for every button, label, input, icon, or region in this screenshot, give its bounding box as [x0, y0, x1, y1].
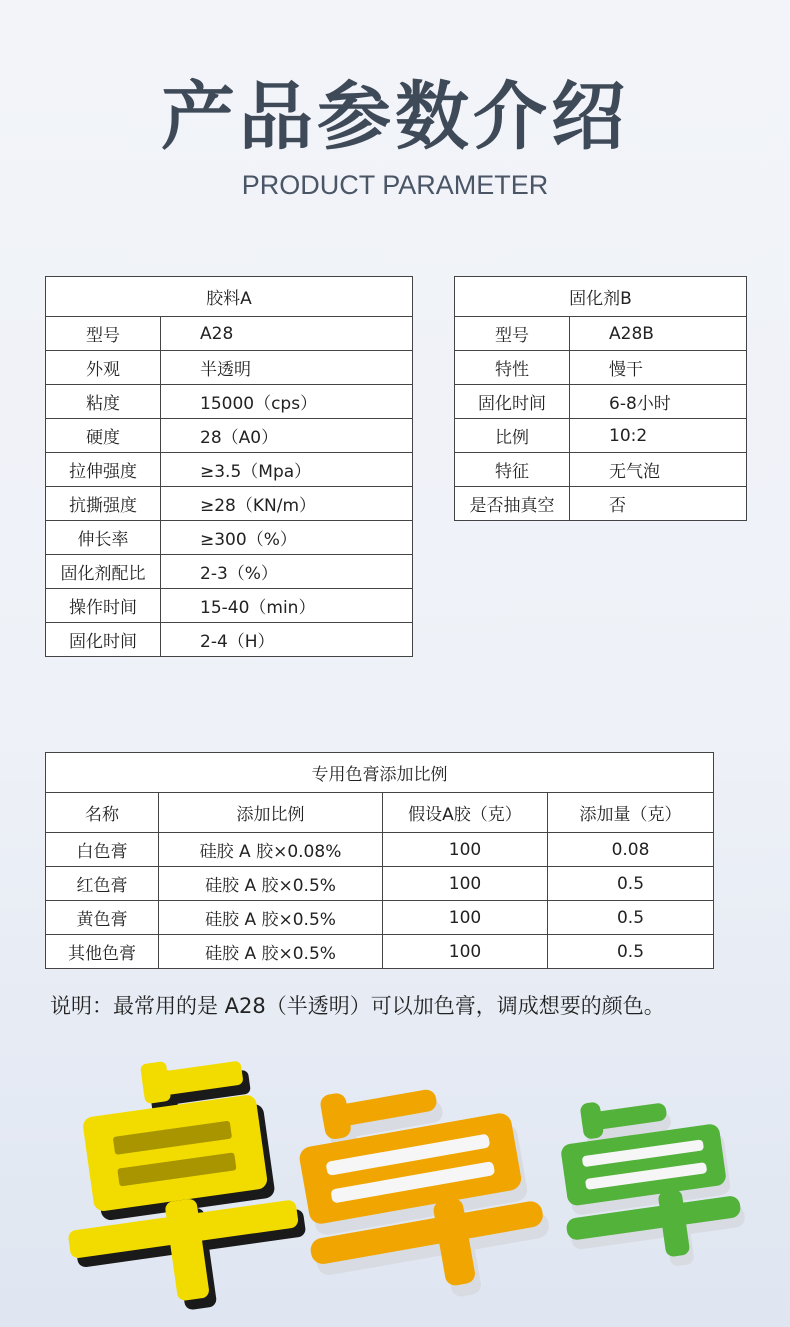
color-paste-table — [45, 752, 714, 969]
cell: 白色膏 — [46, 833, 159, 867]
orange-letter-image — [284, 1061, 558, 1321]
column-header: 名称 — [46, 793, 159, 833]
spec-value: A28B — [570, 317, 747, 351]
spec-value: 2-3（%） — [161, 555, 413, 589]
color-paste-title: 专用色膏添加比例 — [46, 753, 714, 793]
table-row — [46, 623, 413, 657]
spec-value: 2-4（H） — [161, 623, 413, 657]
cell: 黄色膏 — [46, 901, 159, 935]
curing-b-table — [454, 276, 747, 521]
table-header-row — [455, 277, 747, 317]
column-header: 添加比例 — [159, 793, 383, 833]
cell: 0.5 — [548, 935, 714, 969]
spec-value: 10:2 — [570, 419, 747, 453]
usage-note: 说明：最常用的是 A28（半透明）可以加色膏，调成想要的颜色。 — [50, 994, 665, 1018]
table-row — [46, 487, 413, 521]
cell: 硅胶 A 胶×0.5% — [159, 867, 383, 901]
spec-key: 粘度 — [46, 385, 161, 419]
table-row — [46, 589, 413, 623]
spec-key: 伸长率 — [46, 521, 161, 555]
spec-key: 是否抽真空 — [455, 487, 570, 521]
spec-value: ≥300（%） — [161, 521, 413, 555]
spec-value: 半透明 — [161, 351, 413, 385]
page-subtitle: PRODUCT PARAMETER — [241, 170, 549, 200]
page-title: 产品参数介绍 — [161, 74, 629, 160]
table-row — [46, 555, 413, 589]
spec-value: 无气泡 — [570, 453, 747, 487]
table-row — [46, 385, 413, 419]
glue-a-table — [45, 276, 413, 657]
spec-value: 15-40（min） — [161, 589, 413, 623]
table-column-headers — [46, 793, 714, 833]
spec-value: 慢干 — [570, 351, 747, 385]
table-row — [46, 935, 714, 969]
cell: 0.08 — [548, 833, 714, 867]
table-row — [46, 521, 413, 555]
table-row — [455, 487, 747, 521]
cell: 100 — [383, 833, 548, 867]
table-row — [46, 351, 413, 385]
table-row — [455, 351, 747, 385]
spec-value: 28（A0） — [161, 419, 413, 453]
table-row — [46, 453, 413, 487]
cell: 0.5 — [548, 901, 714, 935]
cell: 100 — [383, 867, 548, 901]
sample-letters-illustration — [0, 1040, 790, 1327]
spec-key: 特征 — [455, 453, 570, 487]
cell: 其他色膏 — [46, 935, 159, 969]
table-row — [46, 419, 413, 453]
spec-key: 型号 — [46, 317, 161, 351]
curing-b-title: 固化剂B — [455, 277, 747, 317]
table-row — [455, 317, 747, 351]
spec-value: 15000（cps） — [161, 385, 413, 419]
cell: 硅胶 A 胶×0.08% — [159, 833, 383, 867]
green-letter-image — [550, 1084, 750, 1281]
spec-value: 否 — [570, 487, 747, 521]
spec-key: 比例 — [455, 419, 570, 453]
spec-key: 外观 — [46, 351, 161, 385]
cell: 红色膏 — [46, 867, 159, 901]
spec-key: 操作时间 — [46, 589, 161, 623]
table-row — [46, 867, 714, 901]
spec-key: 硬度 — [46, 419, 161, 453]
table-header-row — [46, 753, 714, 793]
spec-key: 固化时间 — [46, 623, 161, 657]
spec-key: 固化剂配比 — [46, 555, 161, 589]
yellow-letter-image — [46, 1045, 314, 1325]
table-row — [455, 453, 747, 487]
glue-a-title: 胶料A — [46, 277, 413, 317]
spec-value: ≥28（KN/m） — [161, 487, 413, 521]
cell: 100 — [383, 935, 548, 969]
column-header: 添加量（克） — [548, 793, 714, 833]
table-row — [455, 385, 747, 419]
spec-key: 固化时间 — [455, 385, 570, 419]
spec-key: 型号 — [455, 317, 570, 351]
spec-key: 拉伸强度 — [46, 453, 161, 487]
spec-value: A28 — [161, 317, 413, 351]
cell: 硅胶 A 胶×0.5% — [159, 935, 383, 969]
spec-key: 特性 — [455, 351, 570, 385]
table-header-row — [46, 277, 413, 317]
spec-value: ≥3.5（Mpa） — [161, 453, 413, 487]
table-row — [46, 901, 714, 935]
cell: 100 — [383, 901, 548, 935]
spec-key: 抗撕强度 — [46, 487, 161, 521]
table-row — [455, 419, 747, 453]
table-row — [46, 833, 714, 867]
column-header: 假设A胶（克） — [383, 793, 548, 833]
cell: 硅胶 A 胶×0.5% — [159, 901, 383, 935]
spec-value: 6-8小时 — [570, 385, 747, 419]
cell: 0.5 — [548, 867, 714, 901]
table-row — [46, 317, 413, 351]
